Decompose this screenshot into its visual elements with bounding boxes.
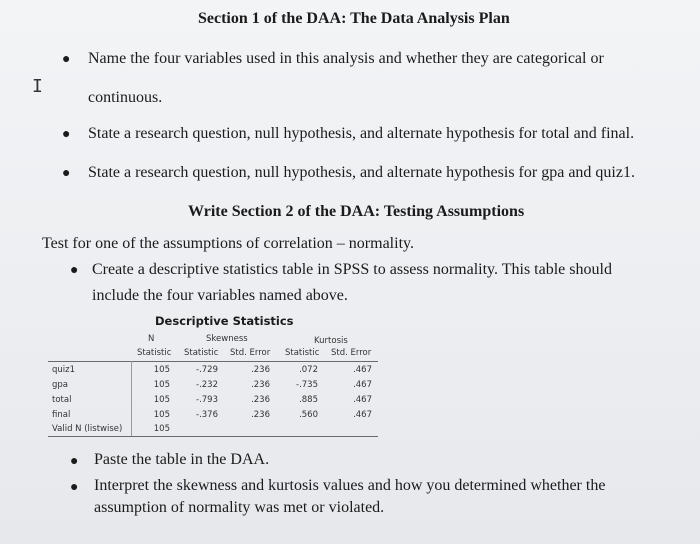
- section1-heading: Section 1 of the DAA: The Data Analysis Plan: [198, 10, 510, 27]
- row-label: Valid N (listwise): [52, 424, 123, 434]
- bullet-dot-icon: ●: [70, 454, 79, 469]
- cell-kurt: .885: [299, 395, 318, 405]
- cell-skew-err: .236: [251, 365, 270, 375]
- cell-n: 105: [153, 395, 170, 405]
- bullet-dot-icon: ●: [62, 52, 71, 67]
- cell-skew: -.376: [196, 410, 218, 420]
- row-label: total: [52, 395, 72, 405]
- cell-n: 105: [153, 410, 170, 420]
- section2-heading: Write Section 2 of the DAA: Testing Assumptions: [188, 203, 525, 220]
- text-cursor-icon: I: [32, 76, 43, 97]
- bullet-dot-icon: ●: [62, 127, 71, 142]
- s2-bullet1-line2: include the four variables named above.: [92, 287, 348, 304]
- col-skewness-header: Skewness: [206, 334, 248, 344]
- col-n-header: N: [148, 334, 155, 344]
- cell-skew: -.729: [196, 365, 218, 375]
- bullet-dot-icon: ●: [62, 166, 71, 181]
- table-title: Descriptive Statistics: [155, 314, 294, 328]
- cell-skew-err: .236: [251, 380, 270, 390]
- subhdr-n-statistic: Statistic: [137, 348, 172, 358]
- subhdr-skew-statistic: Statistic: [184, 348, 219, 358]
- cell-skew: -.232: [196, 380, 218, 390]
- row-label: final: [52, 410, 71, 420]
- cell-kurt-err: .467: [353, 410, 372, 420]
- section2-intro: Test for one of the assumptions of correlation – normality.: [42, 235, 414, 252]
- s1-bullet2: State a research question, null hypothesis, and alternate hypothesis for total and final.: [88, 125, 635, 142]
- subhdr-kurt-statistic: Statistic: [285, 348, 320, 358]
- cell-skew-err: .236: [251, 395, 270, 405]
- table-bottom-rule: [48, 436, 378, 437]
- cell-kurt: .560: [299, 410, 318, 420]
- cell-n: 105: [153, 380, 170, 390]
- s2-bullet3-line1: Interpret the skewness and kurtosis values and how you determined whether the: [94, 477, 606, 494]
- col-kurtosis-header: Kurtosis: [314, 336, 348, 346]
- table-row-label-divider: [131, 361, 132, 436]
- cell-kurt-err: .467: [353, 395, 372, 405]
- cell-skew-err: .236: [251, 410, 270, 420]
- cell-kurt: .072: [299, 365, 318, 375]
- row-label: gpa: [52, 380, 68, 390]
- bullet-dot-icon: ●: [70, 263, 79, 278]
- cell-n: 105: [153, 424, 170, 434]
- s2-bullet3-line2: assumption of normality was met or violated.: [94, 499, 385, 516]
- subhdr-skew-error: Std. Error: [230, 348, 271, 358]
- cell-kurt-err: .467: [353, 365, 372, 375]
- table-header-rule: [48, 361, 378, 362]
- subhdr-kurt-error: Std. Error: [331, 348, 372, 358]
- cell-n: 105: [153, 365, 170, 375]
- s1-bullet3: State a research question, null hypothesis, and alternate hypothesis for gpa and quiz1.: [88, 164, 635, 181]
- cell-kurt: -.735: [296, 380, 318, 390]
- s2-bullet2: Paste the table in the DAA.: [94, 451, 270, 468]
- row-label: quiz1: [52, 365, 76, 375]
- s2-bullet1-line1: Create a descriptive statistics table in SPSS to assess normality. This table should: [92, 261, 612, 278]
- bullet-dot-icon: ●: [70, 480, 79, 495]
- cell-skew: -.793: [196, 395, 218, 405]
- s1-bullet1-line1: Name the four variables used in this analysis and whether they are categorical or: [88, 50, 604, 67]
- s1-bullet1-line2: continuous.: [88, 89, 163, 106]
- cell-kurt-err: .467: [353, 380, 372, 390]
